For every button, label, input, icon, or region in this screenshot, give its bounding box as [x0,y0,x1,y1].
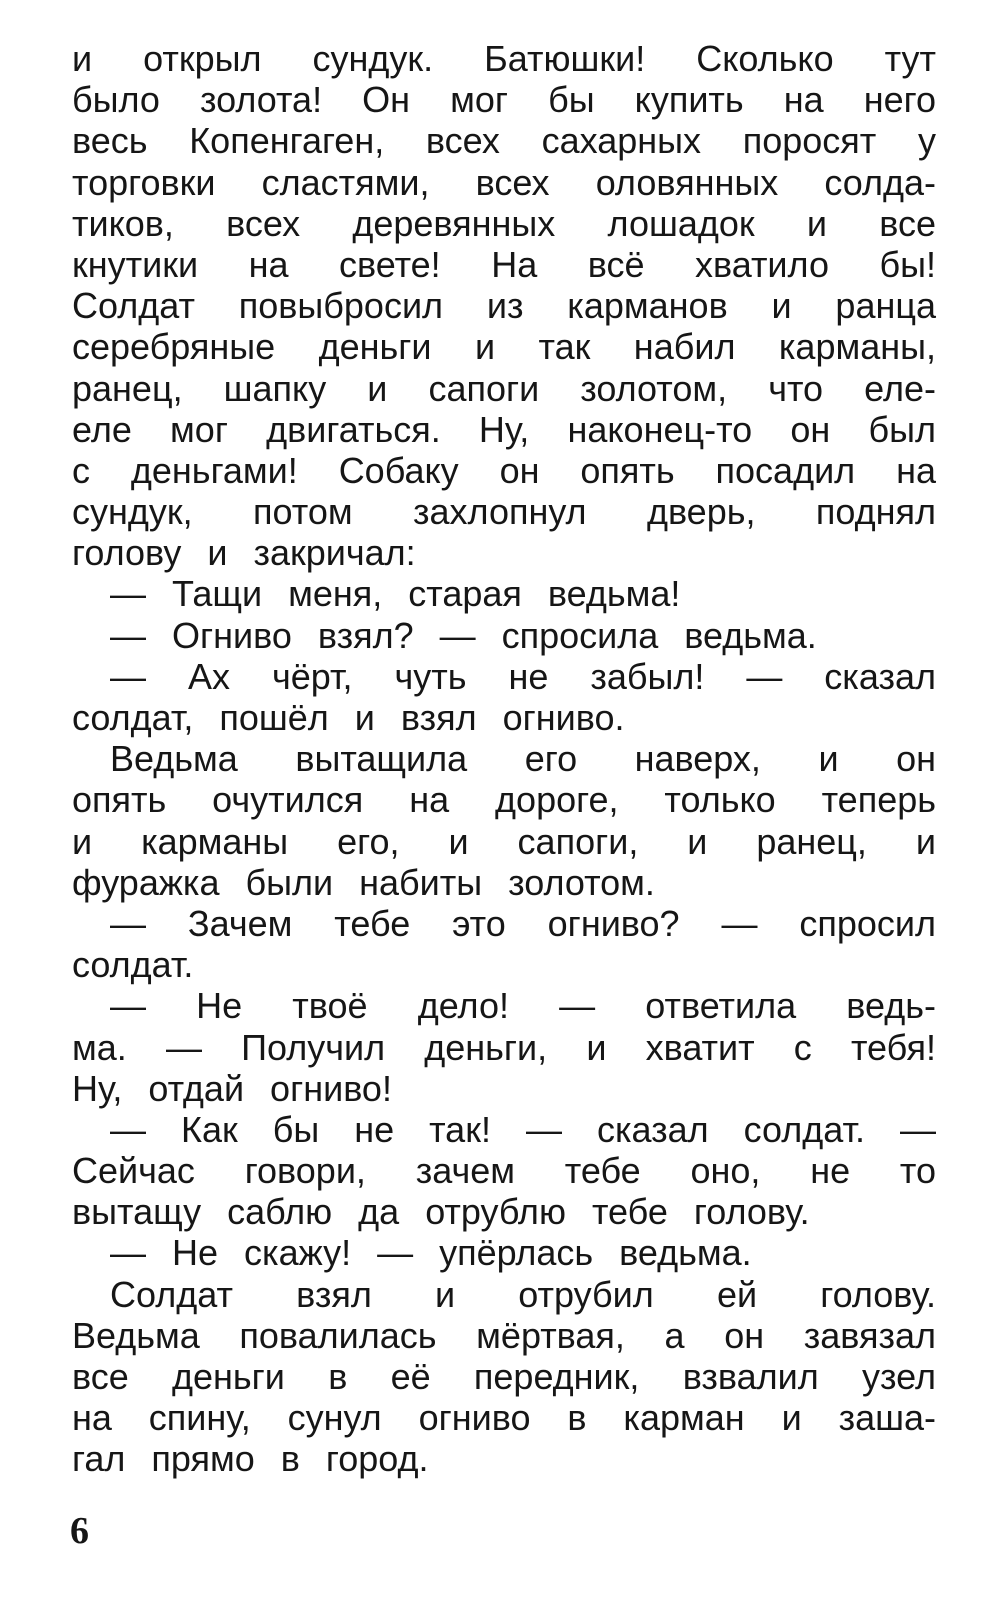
text-line: солдат, пошёл и взял огниво. [72,697,625,738]
text-line: серебряные деньги и так набил карманы, [72,326,936,368]
text-line: и карманы его, и сапоги, и ранец, и [72,820,936,862]
text-line: с деньгами! Собаку он опять посадил на [72,449,936,491]
text-line: Солдат взял и отрубил ей голову. [110,1273,936,1315]
text-line: — Зачем тебе это огниво? — спросил [110,902,936,944]
text-line: гал прямо в город. [72,1438,429,1480]
text-line: солдат. [72,944,194,986]
text-line: фуражка были набиты золотом. [72,861,655,903]
text-line: Ведьма вытащила его наверх, и он [110,738,936,780]
text-line: ма. — Получил деньги, и хватит с тебя! [72,1026,936,1068]
text-line: Ну, отдай огниво! [72,1067,392,1109]
text-line: — Как бы не так! — сказал солдат. — [110,1108,936,1150]
text-line: Сейчас говори, зачем тебе оно, не то [72,1150,936,1192]
text-line: все деньги в её передник, взвалил узел [72,1356,936,1397]
text-line: еле мог двигаться. Ну, наконец-то он был [72,408,936,450]
text-line: — Не скажу! — упёрлась ведьма. [110,1232,752,1274]
text-line: весь Копенгаген, всех сахарных поросят у [72,120,936,162]
text-line: сундук, потом захлопнул дверь, поднял [72,491,936,533]
text-line: — Огниво взял? — спросила ведьма. [110,614,817,656]
text-line: тиков, всех деревянных лошадок и все [72,202,936,244]
text-line: Ведьма повалилась мёртвая, а он завязал [72,1314,936,1356]
text-line: и открыл сундук. Батюшки! Сколько тут [72,38,936,79]
text-line: опять очутился на дороге, только теперь [72,779,936,821]
text-line: вытащу саблю да отрублю тебе голову. [72,1191,810,1233]
text-line: — Тащи меня, старая ведьма! [110,573,681,615]
text-line: кнутики на свете! На всё хватило бы! [72,243,936,285]
text-line: на спину, сунул огниво в карман и заша- [72,1397,936,1439]
text-line: было золота! Он мог бы купить на него [72,79,936,121]
text-line: торговки сластями, всех оловянных солда- [72,161,936,203]
page-number: 6 [70,1510,89,1552]
text-line: голову и закричал: [72,532,416,574]
text-line: Солдат повыбросил из карманов и ранца [72,285,936,327]
text-line: ранец, шапку и сапоги золотом, что еле- [72,367,936,409]
text-line: — Не твоё дело! — ответила ведь- [110,985,936,1027]
page-text-block [72,38,936,1480]
text-line: — Ах чёрт, чуть не забыл! — сказал [110,655,936,697]
